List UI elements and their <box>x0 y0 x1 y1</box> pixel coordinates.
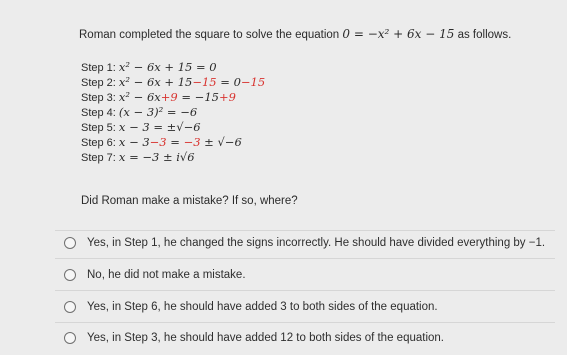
step-4 <box>81 105 265 120</box>
radio-button-icon[interactable] <box>64 269 76 281</box>
answer-option-2[interactable] <box>64 263 554 287</box>
option-label: Yes, in Step 1, he changed the signs incorrectly. He should have divided everything by −1. <box>87 237 546 249</box>
step-math-highlight: −3 <box>183 135 201 149</box>
step-2 <box>81 75 265 90</box>
step-math-highlight: +9 <box>218 90 236 104</box>
step-math: x² − 6x + 15 <box>118 75 193 89</box>
radio-button-icon[interactable] <box>64 237 76 249</box>
option-label: No, he did not make a mistake. <box>87 269 246 281</box>
step-math: x² − 6x + 15 = 0 <box>118 60 217 74</box>
step-math: (x − 3)² = −6 <box>118 105 198 119</box>
step-math-highlight: −15 <box>240 75 266 89</box>
step-6 <box>81 135 265 150</box>
step-math: = −15 <box>177 90 219 104</box>
prompt-text-before: Roman completed the square to solve the equation <box>79 29 343 41</box>
step-math-highlight: −15 <box>192 75 217 89</box>
divider <box>55 258 555 259</box>
radio-button-icon[interactable] <box>64 332 76 344</box>
prompt-text-after: as follows. <box>454 29 512 41</box>
solution-steps <box>81 60 265 165</box>
prompt-equation: 0 = −x² + 6x − 15 <box>342 27 455 41</box>
step-math: x − 3 <box>118 135 150 149</box>
question-text: Did Roman make a mistake? If so, where? <box>81 195 298 207</box>
answer-option-1[interactable] <box>64 231 554 255</box>
step-label: Step 5: <box>81 122 116 134</box>
step-math: ± √−6 <box>200 135 242 149</box>
step-7 <box>81 150 265 165</box>
step-1 <box>81 60 265 75</box>
step-label: Step 4: <box>81 107 116 119</box>
step-math: x = −3 ± i√6 <box>118 150 195 164</box>
option-label: Yes, in Step 3, he should have added 12 to both sides of the equation. <box>87 332 444 344</box>
option-label: Yes, in Step 6, he should have added 3 to both sides of the equation. <box>87 301 438 313</box>
step-math: = 0 <box>216 75 241 89</box>
divider <box>55 290 555 291</box>
step-label: Step 3: <box>81 92 116 104</box>
step-math: x² − 6x <box>118 90 161 104</box>
step-math: = <box>166 135 184 149</box>
step-label: Step 7: <box>81 152 116 164</box>
step-5 <box>81 120 265 135</box>
step-label: Step 2: <box>81 77 116 89</box>
radio-button-icon[interactable] <box>64 301 76 313</box>
answer-option-3[interactable] <box>64 295 554 319</box>
step-label: Step 6: <box>81 137 116 149</box>
step-math-highlight: +9 <box>160 90 178 104</box>
problem-prompt <box>79 27 511 41</box>
answer-option-4[interactable] <box>64 326 554 350</box>
step-label: Step 1: <box>81 62 116 74</box>
divider <box>55 322 555 323</box>
step-math: x − 3 = ±√−6 <box>118 120 201 134</box>
step-math-highlight: −3 <box>149 135 167 149</box>
step-3 <box>81 90 265 105</box>
